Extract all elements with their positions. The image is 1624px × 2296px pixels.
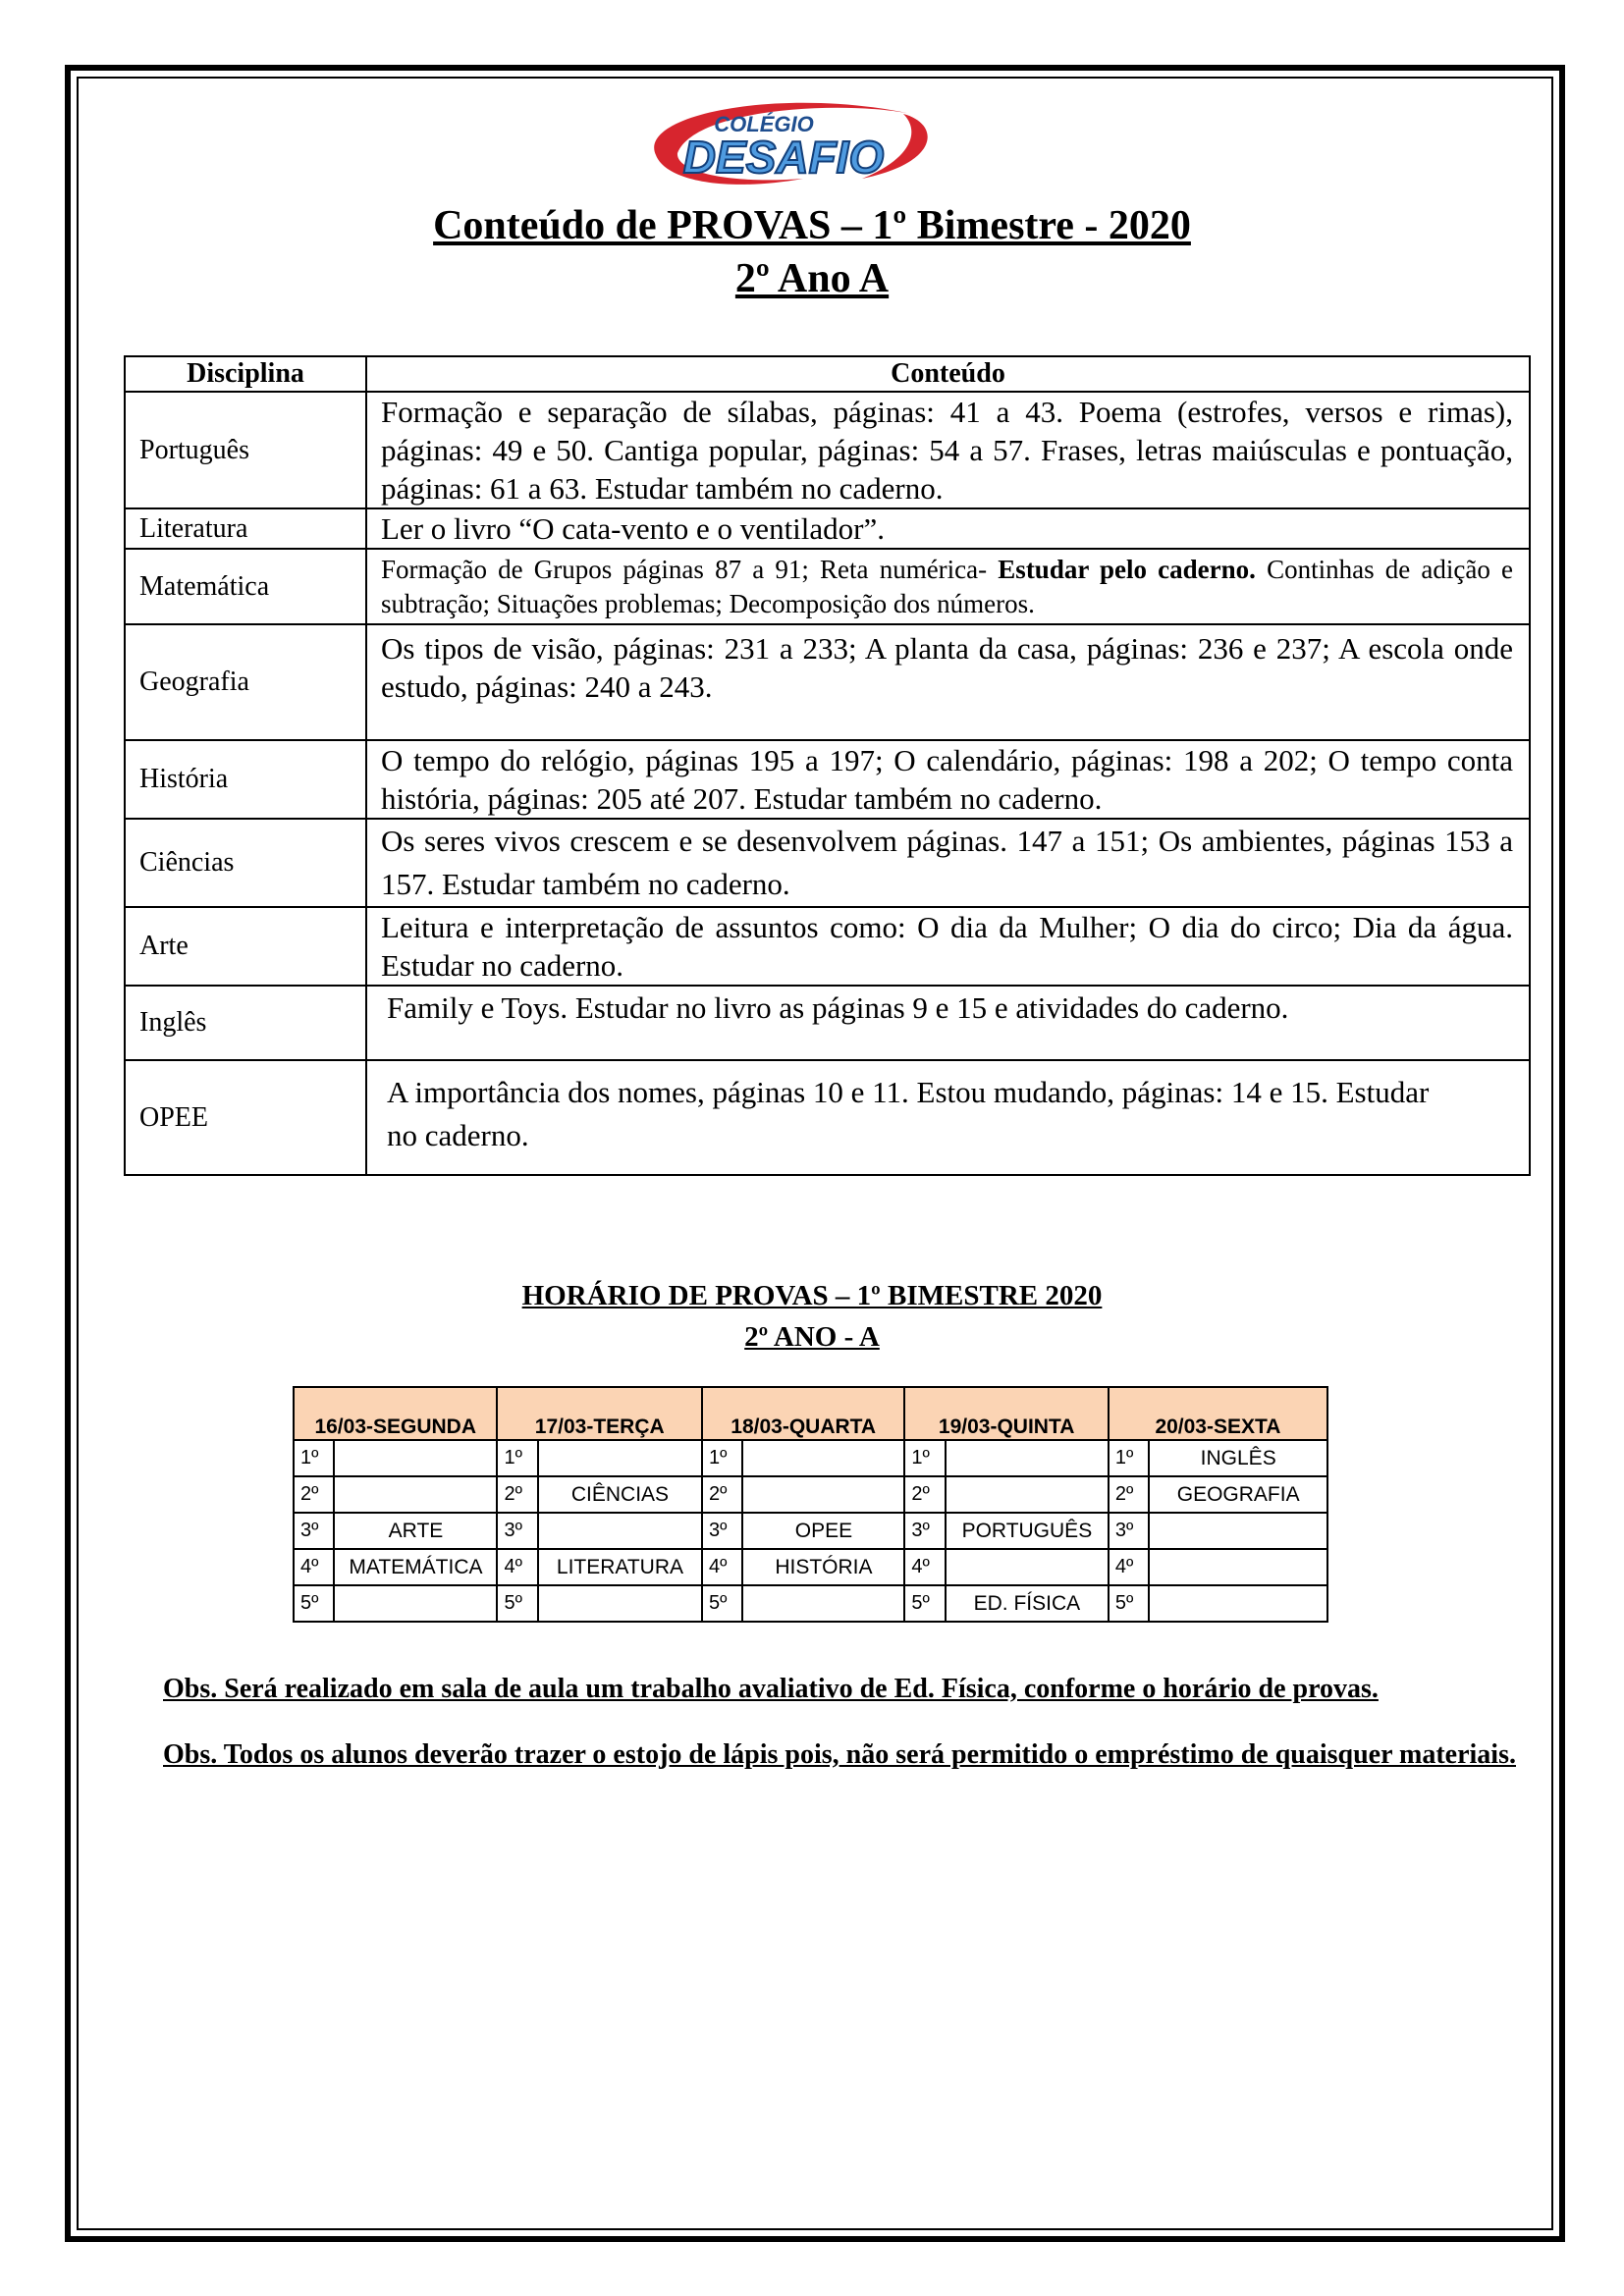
discipline-cell: Inglês: [125, 986, 366, 1060]
schedule-header: [294, 1387, 1327, 1440]
period-cell: 1º: [904, 1440, 945, 1476]
subject-cell: [334, 1476, 497, 1513]
subject-cell: CIÊNCIAS: [538, 1476, 702, 1513]
subject-cell: [1149, 1549, 1327, 1585]
discipline-cell: História: [125, 740, 366, 819]
table-row: [125, 624, 1530, 740]
period-cell: 5º: [904, 1585, 945, 1622]
school-logo: [617, 94, 950, 198]
subject-cell: HISTÓRIA: [742, 1549, 904, 1585]
period-cell: 3º: [497, 1513, 537, 1549]
period-cell: 4º: [904, 1549, 945, 1585]
period-cell: 4º: [702, 1549, 742, 1585]
subject-cell: [946, 1476, 1109, 1513]
table-row: [125, 907, 1530, 986]
schedule-table: [293, 1386, 1328, 1623]
page-subtitle: 2º Ano A: [734, 256, 890, 301]
subject-cell: [742, 1585, 904, 1622]
schedule-body: [294, 1440, 1327, 1622]
schedule-title: HORÁRIO DE PROVAS – 1º BIMESTRE 2020: [521, 1280, 1103, 1311]
content-table: [124, 355, 1531, 1176]
subject-cell: [334, 1440, 497, 1476]
day-header: 20/03-SEXTA: [1109, 1387, 1327, 1440]
discipline-cell: OPEE: [125, 1060, 366, 1175]
period-cell: 3º: [294, 1513, 334, 1549]
subject-cell: PORTUGUÊS: [946, 1513, 1109, 1549]
period-cell: 2º: [497, 1476, 537, 1513]
content-cell: Formação de Grupos páginas 87 a 91; Reta numérica- Estudar pelo caderno. Continhas de adição e subtração; Situações problemas; Decomposição dos números.: [366, 549, 1530, 624]
subject-cell: [538, 1440, 702, 1476]
day-header: 19/03-QUINTA: [904, 1387, 1108, 1440]
subject-cell: INGLÊS: [1149, 1440, 1327, 1476]
discipline-cell: Matemática: [125, 549, 366, 624]
period-cell: 5º: [294, 1585, 334, 1622]
table-row: [125, 508, 1530, 549]
period-cell: 2º: [702, 1476, 742, 1513]
subject-cell: GEOGRAFIA: [1149, 1476, 1327, 1513]
content-table-header: [125, 356, 1530, 392]
subject-cell: [742, 1476, 904, 1513]
day-header: 18/03-QUARTA: [702, 1387, 904, 1440]
schedule-row: [294, 1549, 1327, 1585]
period-cell: 1º: [294, 1440, 334, 1476]
logo-line2: DESAFIO: [682, 132, 885, 183]
subject-cell: LITERATURA: [538, 1549, 702, 1585]
subject-cell: [946, 1440, 1109, 1476]
period-cell: 4º: [294, 1549, 334, 1585]
content-cell: Family e Toys. Estudar no livro as páginas 9 e 15 e atividades do caderno.: [366, 986, 1530, 1060]
schedule-row: [294, 1513, 1327, 1549]
discipline-cell: Geografia: [125, 624, 366, 740]
schedule-row: [294, 1476, 1327, 1513]
period-cell: 1º: [1109, 1440, 1149, 1476]
subject-cell: [1149, 1585, 1327, 1622]
content-cell: Os tipos de visão, páginas: 231 a 233; A planta da casa, páginas: 236 e 237; A escola onde estudo, páginas: 240 a 243.: [366, 624, 1530, 740]
period-cell: 5º: [702, 1585, 742, 1622]
header-discipline: Disciplina: [125, 356, 366, 392]
schedule-row: [294, 1440, 1327, 1476]
subject-cell: ARTE: [334, 1513, 497, 1549]
page-title: Conteúdo de PROVAS – 1º Bimestre - 2020: [433, 203, 1191, 248]
observation-1: Obs. Será realizado em sala de aula um trabalho avaliativo de Ed. Física, conforme o horário de provas.: [163, 1674, 1379, 1704]
subject-cell: [538, 1585, 702, 1622]
observation-2: Obs. Todos os alunos deverão trazer o estojo de lápis pois, não será permitido o empréstimo de quaisquer materiais.: [163, 1739, 1516, 1770]
header-content: Conteúdo: [366, 356, 1530, 392]
content-cell: Os seres vivos crescem e se desenvolvem páginas. 147 a 151; Os ambientes, páginas 153 a 157. Estudar também no caderno.: [366, 819, 1530, 907]
period-cell: 3º: [1109, 1513, 1149, 1549]
period-cell: 1º: [702, 1440, 742, 1476]
period-cell: 4º: [497, 1549, 537, 1585]
table-row: [125, 819, 1530, 907]
content-cell: Leitura e interpretação de assuntos como: O dia da Mulher; O dia do circo; Dia da água. Estudar no caderno.: [366, 907, 1530, 986]
period-cell: 5º: [1109, 1585, 1149, 1622]
table-row: [125, 392, 1530, 508]
period-cell: 2º: [294, 1476, 334, 1513]
period-cell: 1º: [497, 1440, 537, 1476]
period-cell: 3º: [702, 1513, 742, 1549]
content-cell: A importância dos nomes, páginas 10 e 11. Estou mudando, páginas: 14 e 15. Estudar no caderno.: [366, 1060, 1530, 1175]
subject-cell: MATEMÁTICA: [334, 1549, 497, 1585]
subject-cell: [334, 1585, 497, 1622]
period-cell: 2º: [904, 1476, 945, 1513]
period-cell: 4º: [1109, 1549, 1149, 1585]
period-cell: 5º: [497, 1585, 537, 1622]
subject-cell: [1149, 1513, 1327, 1549]
table-row: [125, 740, 1530, 819]
content-cell: Formação e separação de sílabas, páginas: 41 a 43. Poema (estrofes, versos e rimas), páginas: 49 e 50. Cantiga popular, páginas: 54 a 57. Frases, letras maiúsculas e pontuação, páginas: 61 a 63. Estudar também no caderno.: [366, 392, 1530, 508]
table-row: [125, 986, 1530, 1060]
schedule-row: [294, 1585, 1327, 1622]
day-header: 16/03-SEGUNDA: [294, 1387, 497, 1440]
discipline-cell: Português: [125, 392, 366, 508]
table-row: [125, 1060, 1530, 1175]
period-cell: 2º: [1109, 1476, 1149, 1513]
discipline-cell: Arte: [125, 907, 366, 986]
discipline-cell: Ciências: [125, 819, 366, 907]
discipline-cell: Literatura: [125, 508, 366, 549]
table-row: [125, 549, 1530, 624]
content-cell: O tempo do relógio, páginas 195 a 197; O calendário, páginas: 198 a 202; O tempo conta história, páginas: 205 até 207. Estudar também no caderno.: [366, 740, 1530, 819]
day-header: 17/03-TERÇA: [497, 1387, 702, 1440]
content-cell: Ler o livro “O cata-vento e o ventilador”.: [366, 508, 1530, 549]
subject-cell: [742, 1440, 904, 1476]
subject-cell: [538, 1513, 702, 1549]
subject-cell: [946, 1549, 1109, 1585]
subject-cell: OPEE: [742, 1513, 904, 1549]
schedule-subtitle: 2º ANO - A: [744, 1321, 880, 1353]
period-cell: 3º: [904, 1513, 945, 1549]
logo-line1: COLÉGIO: [714, 112, 814, 136]
subject-cell: ED. FÍSICA: [946, 1585, 1109, 1622]
